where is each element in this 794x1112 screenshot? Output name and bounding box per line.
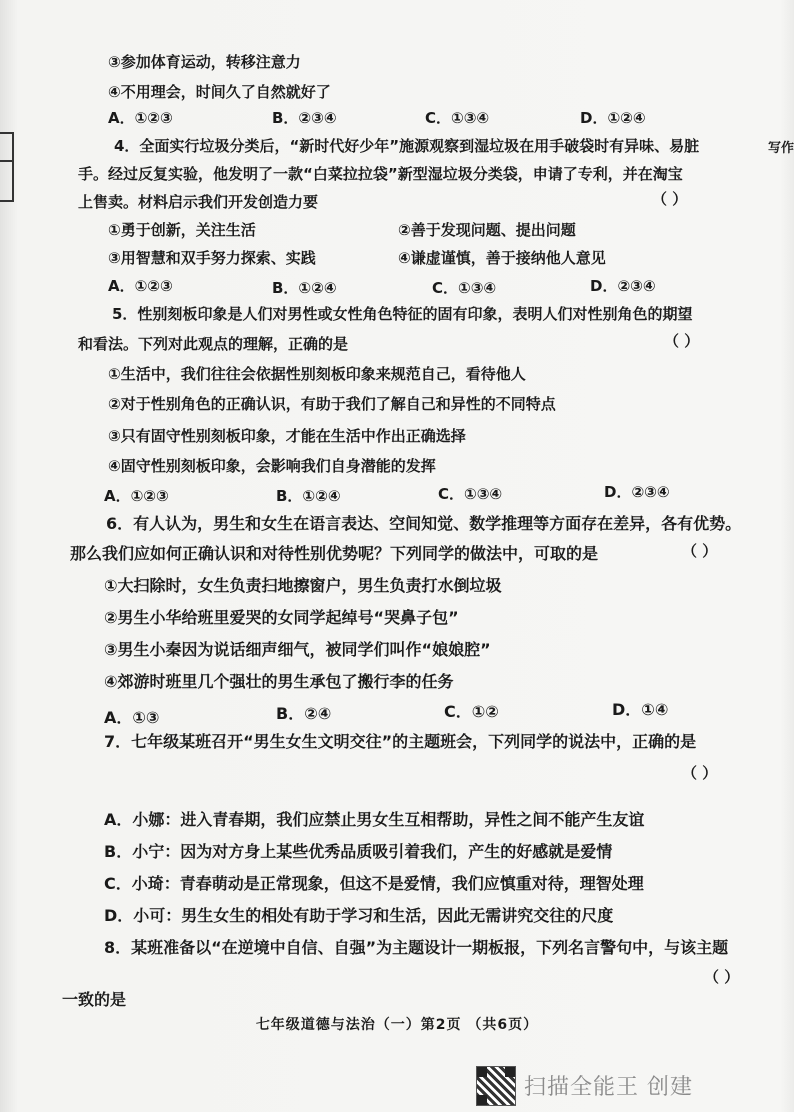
- q7-option-c: C．小琦：青春萌动是正常现象，但这不是爱情，我们应慎重对待，理智处理: [104, 874, 644, 893]
- q7-option-b: B．小宁：因为对方身上某些优秀品质吸引着我们，产生的好感就是爱情: [104, 842, 613, 861]
- q5-option-c: C．①③④: [438, 485, 503, 503]
- qr-code-icon: [476, 1066, 516, 1106]
- q6-option-c: C．①②: [444, 702, 499, 721]
- q4-statement-1: ①勇于创新，关注生活: [108, 221, 256, 239]
- q6-option-b: B．②④: [276, 704, 332, 723]
- q4-stem-line-2: 手。经过反复实验，他发明了一款“白菜拉拉袋”新型湿垃圾分类袋，申请了专利，并在淘宝: [78, 165, 683, 183]
- q6-option-d: D．①④: [612, 700, 669, 719]
- side-note: 写作: [767, 141, 794, 156]
- prev-option-c: C．①③④: [425, 109, 490, 127]
- q7-stem-line-1: 7．七年级某班召开“男生女生文明交往”的主题班会，下列同学的说法中，正确的是: [104, 732, 697, 751]
- q4-stem-line-1: 4．全面实行垃圾分类后，“新时代好少年”施源观察到湿垃圾在用手破袋时有异味、易脏: [114, 137, 700, 155]
- q6-stem-line-2: 那么我们应如何正确认识和对待性别优势呢？下列同学的做法中，可取的是: [70, 544, 599, 563]
- prev-option-d: D．①②④: [580, 109, 646, 127]
- q4-option-b: B．①②④: [272, 279, 337, 297]
- q6-statement-4: ④郊游时班里几个强壮的男生承包了搬行李的任务: [104, 672, 454, 691]
- q6-answer-bracket: （ ）: [682, 542, 718, 560]
- prev-statement-4: ④不用理会，时间久了自然就好了: [108, 83, 331, 101]
- q5-statement-4: ④固守性别刻板印象，会影响我们自身潜能的发挥: [108, 457, 436, 475]
- q6-statement-2: ②男生小华给班里爱哭的女同学起绰号“哭鼻子包”: [104, 608, 459, 627]
- q5-statement-1: ①生活中，我们往往会依据性别刻板印象来规范自己，看待他人: [108, 365, 526, 383]
- q4-statement-2: ②善于发现问题、提出问题: [398, 221, 576, 239]
- q5-option-d: D．②③④: [604, 483, 670, 501]
- page-footer: 七年级道德与法治（一）第2页 （共6页）: [255, 1017, 539, 1033]
- binding-margin-mark: [0, 132, 14, 202]
- prev-option-a: A．①②③: [108, 109, 173, 127]
- prev-option-b: B．②③④: [272, 109, 337, 127]
- q4-statement-3: ③用智慧和双手努力探索、实践: [108, 249, 316, 267]
- q6-statement-1: ①大扫除时，女生负责扫地擦窗户，男生负责打水倒垃圾: [104, 576, 502, 595]
- q8-stem-line-2: 一致的是: [62, 990, 127, 1009]
- q4-option-c: C．①③④: [432, 279, 497, 297]
- q6-stem-line-1: 6．有人认为，男生和女生在语言表达、空间知觉、数学推理等方面存在差异，各有优势。: [106, 514, 742, 533]
- q5-option-a: A．①②③: [104, 487, 169, 505]
- q7-answer-bracket: （ ）: [682, 764, 718, 782]
- q4-stem-line-3: 上售卖。材料启示我们开发创造力要: [78, 193, 319, 211]
- q4-option-a: A．①②③: [108, 277, 173, 295]
- q4-option-d: D．②③④: [590, 277, 656, 295]
- q5-stem-line-1: 5．性别刻板印象是人们对男性或女性角色特征的固有印象，表明人们对性别角色的期望: [112, 305, 693, 323]
- prev-statement-3: ③参加体育运动，转移注意力: [108, 53, 301, 71]
- q4-answer-bracket: （ ）: [652, 190, 688, 208]
- q5-option-b: B．①②④: [276, 487, 341, 505]
- q5-answer-bracket: （ ）: [664, 332, 700, 350]
- q8-stem-line-1: 8．某班准备以“在逆境中自信、自强”为主题设计一期板报，下列名言警句中，与该主题: [104, 938, 729, 957]
- q7-option-d: D．小可：男生女生的相处有助于学习和生活，因此无需讲究交往的尺度: [104, 906, 614, 925]
- q8-answer-bracket: （ ）: [704, 968, 740, 986]
- q7-option-a: A．小娜：进入青春期，我们应禁止男女生互相帮助，异性之间不能产生友谊: [104, 810, 645, 829]
- q6-statement-3: ③男生小秦因为说话细声细气，被同学们叫作“娘娘腔”: [104, 640, 491, 659]
- q5-statement-3: ③只有固守性别刻板印象，才能在生活中作出正确选择: [108, 427, 466, 445]
- q5-stem-line-2: 和看法。下列对此观点的理解，正确的是: [78, 335, 349, 353]
- q6-option-a: A．①③: [104, 708, 160, 727]
- q4-statement-4: ④谦虚谨慎，善于接纳他人意见: [398, 249, 606, 267]
- scanner-watermark: 扫描全能王 创建: [524, 1075, 693, 1100]
- q5-statement-2: ②对于性别角色的正确认识，有助于我们了解自己和异性的不同特点: [108, 395, 556, 413]
